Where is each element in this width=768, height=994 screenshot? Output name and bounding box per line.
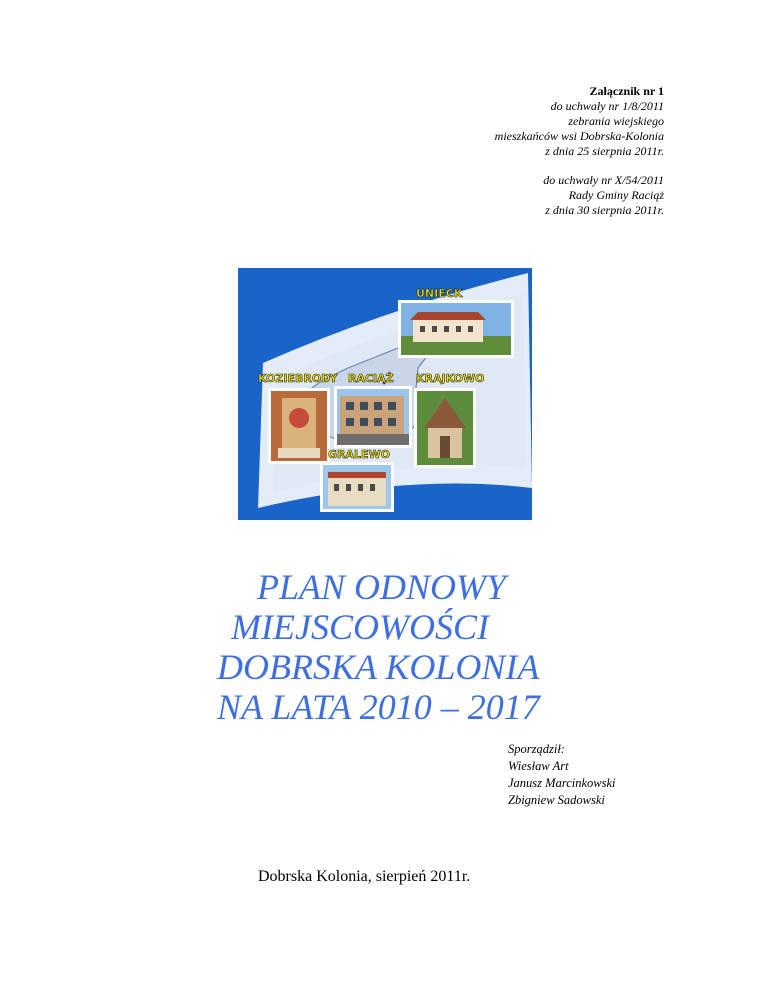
annex-line: z dnia 25 sierpnia 2011r. — [545, 144, 664, 158]
municipality-map-figure — [238, 268, 532, 520]
title-line: DOBRSKA KOLONIA — [217, 647, 540, 687]
annex-title: Załącznik nr 1 — [589, 84, 664, 98]
photo-koziebrody — [268, 388, 330, 464]
author-name: Janusz Marcinkowski — [508, 776, 616, 790]
annex-line: zebrania wiejskiego — [568, 114, 664, 128]
authors-heading: Sporządził: — [508, 742, 565, 756]
authors-block — [508, 741, 616, 809]
annex-line: do uchwały nr X/54/2011 — [543, 173, 664, 187]
author-name: Zbigniew Sadowski — [508, 793, 605, 807]
annex-line: do uchwały nr 1/8/2011 — [550, 99, 664, 113]
map-label-raciaz: RACIĄŻ — [348, 372, 394, 385]
title-line: NA LATA 2010 – 2017 — [217, 687, 540, 727]
author-name: Wiesław Art — [508, 759, 569, 773]
map-label-koziebrody: KOZIEBRODY — [258, 372, 338, 385]
annex-line: mieszkańców wsi Dobrska-Kolonia — [494, 129, 664, 143]
map-label-gralewo: GRALEWO — [328, 448, 391, 461]
photo-krajkowo — [414, 388, 476, 468]
title-line: PLAN ODNOWY — [257, 567, 507, 607]
document-title — [0, 567, 768, 727]
map-label-unieck: UNIECK — [416, 287, 463, 300]
photo-gralewo — [320, 462, 394, 512]
place-date-footer: Dobrska Kolonia, sierpień 2011r. — [258, 868, 471, 885]
map-label-krajkowo: KRAJKOWO — [416, 372, 485, 385]
photo-unieck — [398, 300, 514, 358]
annex-header — [495, 84, 664, 218]
annex-line: z dnia 30 sierpnia 2011r. — [545, 203, 664, 217]
photo-raciaz — [334, 386, 412, 448]
annex-line: Rady Gminy Raciąż — [568, 188, 664, 202]
title-line: MIEJSCOWOŚCI — [231, 607, 489, 647]
